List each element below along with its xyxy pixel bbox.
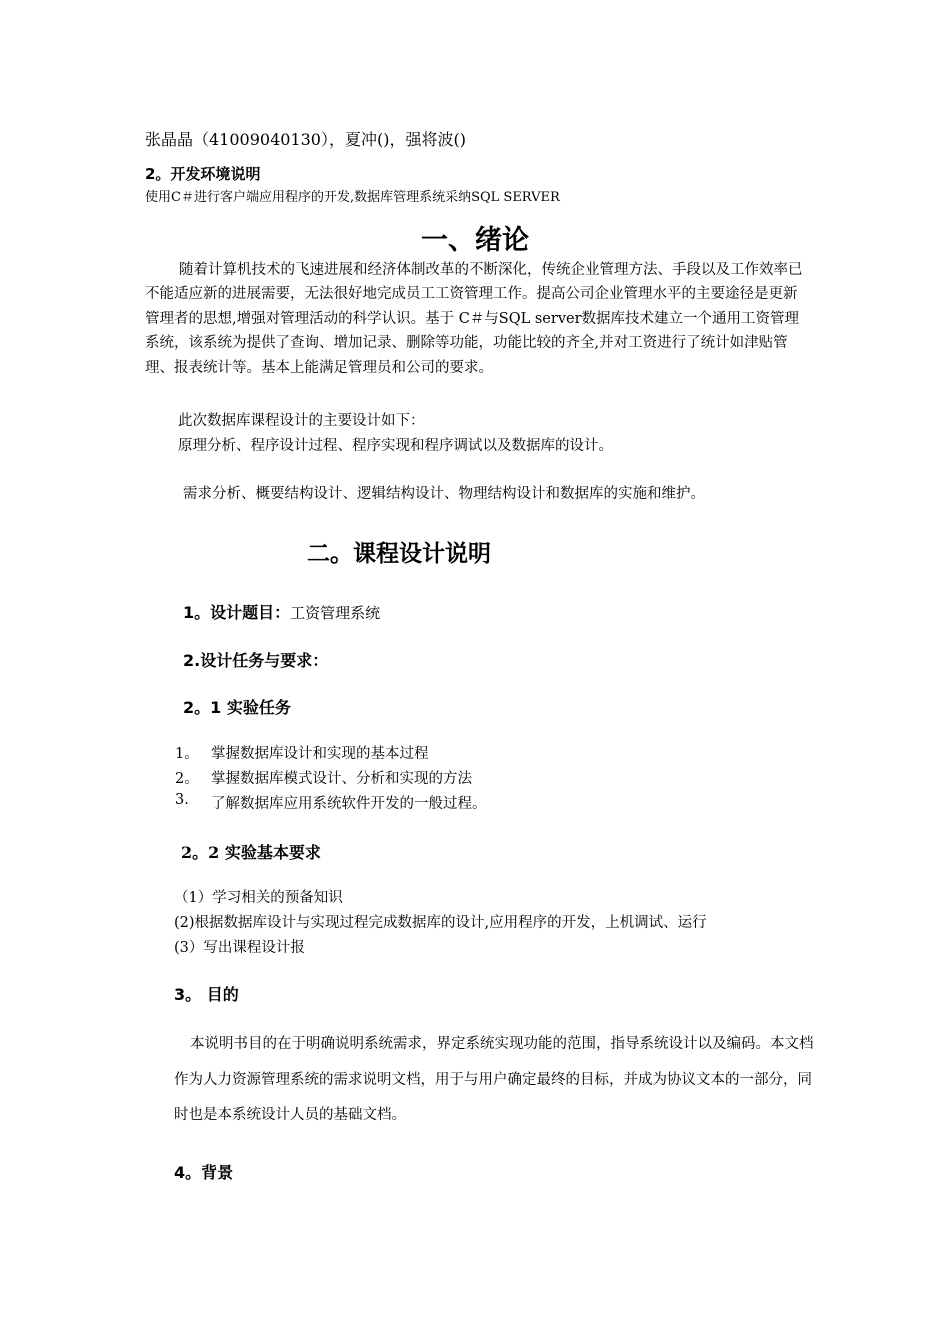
- intro-title: 一、绪论: [421, 225, 529, 256]
- list-item-number: 3.: [175, 792, 189, 808]
- course-title: 二。课程设计说明: [307, 541, 491, 567]
- requirement-item: (3）写出课程设计报: [174, 940, 305, 956]
- list-item-text: 掌握数据库模式设计、分析和实现的方法: [211, 771, 472, 787]
- design-topic: [183, 600, 380, 623]
- list-item-number: 1。: [175, 746, 199, 762]
- intro-note-1: 此次数据库课程设计的主要设计如下：: [178, 413, 425, 429]
- basic-requirements-heading: 2。2 实验基本要求: [181, 843, 321, 862]
- list-item: [175, 767, 775, 789]
- experiment-tasks-heading: 2。1 实验任务: [183, 698, 291, 717]
- design-topic-label: 1。设计题目：: [183, 603, 291, 622]
- authors-line: 张晶晶（41009040130），夏冲()，强将波(): [145, 130, 466, 149]
- list-item-text: 掌握数据库设计和实现的基本过程: [211, 746, 429, 762]
- list-item-text: 了解数据库应用系统软件开发的一般过程。: [211, 796, 487, 812]
- purpose-paragraph: [174, 1027, 824, 1134]
- list-item: [175, 742, 775, 764]
- intro-note-2: 原理分析、程序设计过程、程序实现和程序调试以及数据库的设计。: [178, 438, 613, 454]
- intro-paragraph: [145, 258, 810, 380]
- intro-paragraph-text: 随着计算机技术的飞速进展和经济体制改革的不断深化，传统企业管理方法、手段以及工作效率已不能适应新的进展需要，无法很好地完成员工工资管理工作。提高公司企业管理水平的主要途径是更新管理者的思想,增强对管理活动的科学认识。基于 C＃与SQL server数据库技术建立一个通用工资管理系统，该系统为提供了查询、增加记录、删除等功能，功能比较的齐全,并对工资进行了统计如津贴管理、报表统计等。基本上能满足管理员和公司的要求。: [145, 262, 803, 376]
- list-item-number: 2。: [175, 771, 199, 787]
- background-heading: 4。背景: [174, 1163, 234, 1182]
- requirement-item: （1）学习相关的预备知识: [174, 890, 343, 906]
- list-item: [175, 792, 775, 814]
- purpose-heading: 3。 目的: [174, 985, 239, 1004]
- tasks-heading: 2.设计任务与要求：: [183, 651, 329, 670]
- dev-env-description: 使用C＃进行客户端应用程序的开发,数据库管理系统采纳SQL SERVER: [145, 190, 560, 205]
- dev-env-heading: 2。开发环境说明: [145, 165, 261, 183]
- intro-note-3: 需求分析、概要结构设计、逻辑结构设计、物理结构设计和数据库的实施和维护。: [183, 486, 705, 502]
- requirement-item: (2)根据数据库设计与实现过程完成数据库的设计,应用程序的开发，上机调试、运行: [174, 915, 707, 931]
- purpose-paragraph-text: 本说明书目的在于明确说明系统需求，界定系统实现功能的范围，指导系统设计以及编码。本文档作为人力资源管理系统的需求说明文档，用于与用户确定最终的目标，并成为协议文本的一部分，同时也是本系统设计人员的基础文档。: [174, 1036, 814, 1123]
- design-topic-value: 工资管理系统: [290, 604, 381, 622]
